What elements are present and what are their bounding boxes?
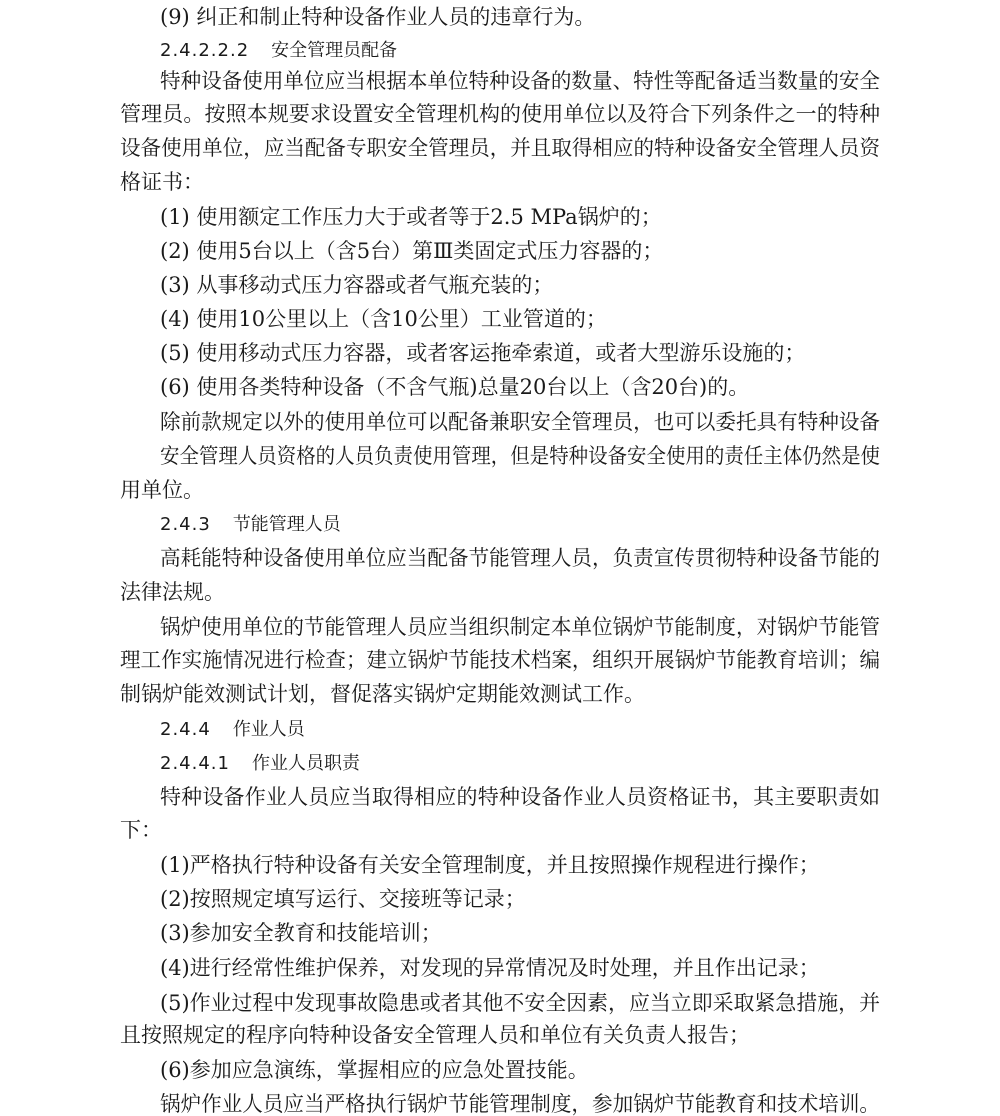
section-title: 节能管理人员: [232, 514, 341, 535]
text-line: (4) 使用10公里以上（含10公里）工业管道的；: [160, 307, 607, 331]
section-heading: [160, 721, 305, 739]
text-line: (5)作业过程中发现事故隐患或者其他不安全因素，应当立即采取紧急措施，并: [160, 991, 880, 1015]
text-line: 设备使用单位，应当配备专职安全管理员，并且取得相应的特种设备安全管理人员资: [120, 136, 880, 160]
text-line: 管理员。按照本规要求设置安全管理机构的使用单位以及符合下列条件之一的特种: [120, 102, 881, 126]
text-line: 制锅炉能效测试计划，督促落实锅炉定期能效测试工作。: [120, 682, 645, 706]
section-number: 2.4.3: [160, 514, 211, 535]
text-line: (6)参加应急演练，掌握相应的应急处置技能。: [160, 1058, 589, 1082]
text-line: 理工作实施情况进行检查；建立锅炉节能技术档案，组织开展锅炉节能教育培训；编: [120, 648, 880, 672]
section-title: 作业人员职责: [251, 753, 360, 774]
text-line: 高耗能特种设备使用单位应当配备节能管理人员，负责宣传贯彻特种设备节能的: [160, 546, 880, 570]
text-line: (2)按照规定填写运行、交接班等记录；: [160, 887, 526, 911]
text-line: 下：: [120, 818, 162, 842]
section-heading: [160, 516, 341, 534]
text-line: 特种设备作业人员应当取得相应的特种设备作业人员资格证书，其主要职责如: [160, 785, 881, 809]
text-line: (6) 使用各类特种设备（不含气瓶)总量20台以上（含20台)的。: [160, 375, 750, 399]
text-line: 用单位。: [120, 478, 204, 502]
text-line: 格证书：: [120, 170, 204, 194]
section-title: 作业人员: [232, 719, 305, 740]
section-heading: [160, 755, 360, 773]
text-line: 法律法规。: [120, 580, 225, 604]
text-line: 特种设备使用单位应当根据本单位特种设备的数量、特性等配备适当数量的安全: [160, 69, 880, 93]
text-line: 除前款规定以外的使用单位可以配备兼职安全管理员，也可以委托具有特种设备: [160, 410, 880, 434]
text-line: (3)参加安全教育和技能培训；: [160, 921, 442, 945]
text-line: (2) 使用5台以上（含5台）第Ⅲ类固定式压力容器的；: [160, 239, 664, 263]
text-line: (4)进行经常性维护保养，对发现的异常情况及时处理，并且作出记录；: [160, 956, 820, 980]
text-line: 且按照规定的程序向特种设备安全管理人员和单位有关负责人报告；: [120, 1023, 750, 1047]
text-line: 安全管理人员资格的人员负责使用管理，但是特种设备安全使用的责任主体仍然是使: [160, 444, 880, 468]
section-number: 2.4.4.1: [160, 753, 230, 774]
text-line: 锅炉使用单位的节能管理人员应当组织制定本单位锅炉节能制度，对锅炉节能管: [160, 615, 880, 639]
section-number: 2.4.4: [160, 719, 211, 740]
section-heading: [160, 42, 397, 60]
text-line: (1)严格执行特种设备有关安全管理制度，并且按照操作规程进行操作；: [160, 853, 820, 877]
text-line: (5) 使用移动式压力容器，或者客运拖牵索道，或者大型游乐设施的；: [160, 341, 806, 365]
section-number: 2.4.2.2.2: [160, 40, 250, 61]
text-line: (9) 纠正和制止特种设备作业人员的违章行为。: [160, 5, 596, 29]
text-line: (3) 从事移动式压力容器或者气瓶充装的；: [160, 273, 554, 297]
section-title: 安全管理员配备: [271, 40, 398, 61]
text-line: (1) 使用额定工作压力大于或者等于2.5 MPa锅炉的；: [160, 205, 662, 229]
text-line: 锅炉作业人员应当严格执行锅炉节能管理制度，参加锅炉节能教育和技术培训。: [160, 1092, 880, 1116]
